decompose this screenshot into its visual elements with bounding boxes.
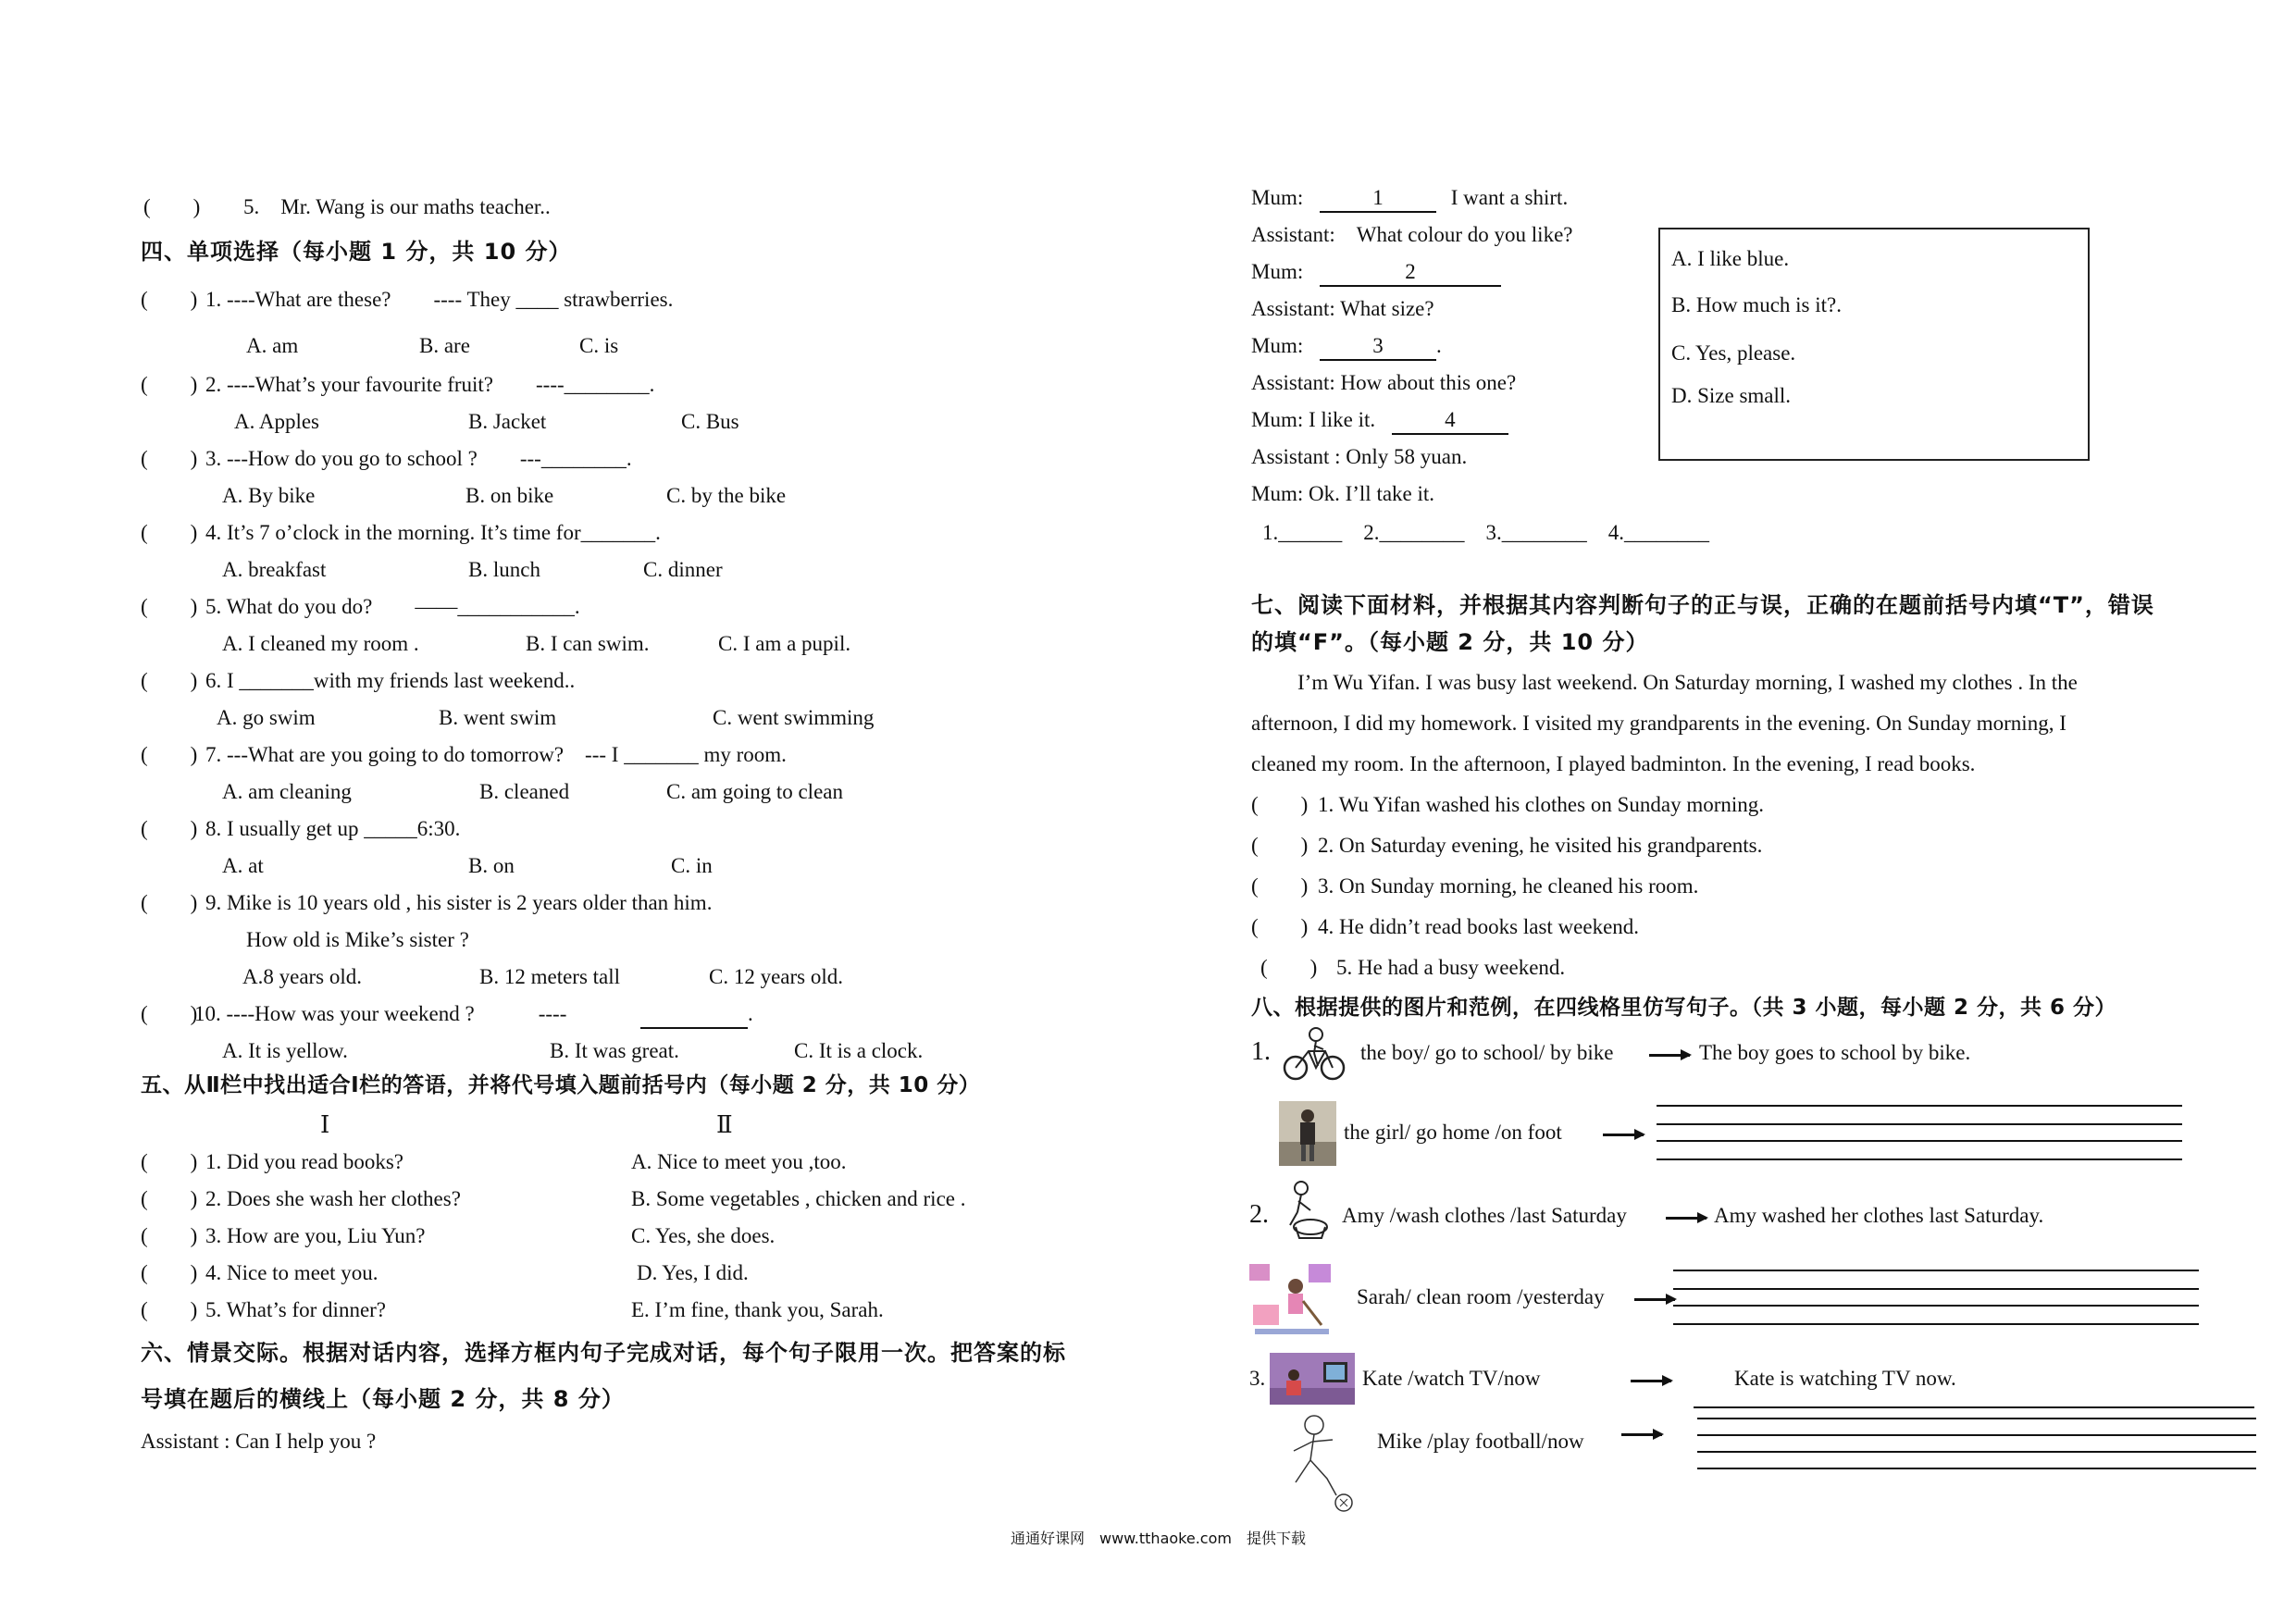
section4-title: 四、单项选择（每小题 1 分，共 10 分） xyxy=(141,239,572,265)
q6-text: 6. I _______with my friends last weekend.. xyxy=(205,669,576,692)
item-3-number: 3. xyxy=(1249,1367,1266,1390)
section8-title: 八、根据提供的图片和范例，在四线格里仿写句子。（共 3 小题，每小题 2 分，共 6 分） xyxy=(1251,996,2117,1020)
q9-paren[interactable]: ( ) xyxy=(141,891,198,914)
q2-option-b: B. Jacket xyxy=(468,410,547,433)
tf-5-text: 5. He had a busy weekend. xyxy=(1336,956,1566,979)
q10-option-a: A. It is yellow. xyxy=(222,1039,348,1062)
q9-option-b: B. 12 meters tall xyxy=(479,965,621,988)
question-3-arrow xyxy=(1621,1433,1662,1436)
footer-source: 通通好课网 www.tthaoke.com 提供下载 xyxy=(1011,1530,1306,1547)
section5-title: 五、从Ⅱ栏中找出适合Ⅰ栏的答语，并将代号填入题前括号内（每小题 2 分，共 10 分） xyxy=(141,1073,981,1097)
q3-paren[interactable]: ( ) xyxy=(141,447,198,470)
bicycle-icon xyxy=(1283,1025,1347,1084)
match-row-3-answer: C. Yes, she does. xyxy=(631,1224,776,1247)
q9-text: 9. Mike is 10 years old , his sister is 2 years older than him. xyxy=(205,891,713,914)
q10-text: 10. ----How was your weekend ? ---- xyxy=(194,1002,567,1025)
section6-title-line2: 号填在题后的横线上（每小题 2 分，共 8 分） xyxy=(141,1386,625,1412)
tf-3-text: 3. On Sunday morning, he cleaned his room. xyxy=(1318,874,1699,898)
q9-text-2: How old is Mike’s sister ? xyxy=(246,928,469,951)
match-row-2-paren[interactable]: ( ) xyxy=(141,1187,198,1210)
example-1-arrow xyxy=(1649,1054,1690,1057)
section7-title-line2: 的填“F”。（每小题 2 分，共 10 分） xyxy=(1251,629,1649,655)
passage-line-2: afternoon, I did my homework. I visited my grandparents in the evening. On Sunday morning, I xyxy=(1251,712,2066,735)
tf-1-text: 1. Wu Yifan washed his clothes on Sunday morning. xyxy=(1318,793,1765,816)
q6-option-a: A. go swim xyxy=(217,706,316,729)
football-icon xyxy=(1268,1412,1362,1514)
item-2-number: 2. xyxy=(1249,1200,1269,1229)
dialog-line-assistant-1: Assistant : Can I help you ? xyxy=(141,1430,377,1453)
option-d: D. Size small. xyxy=(1671,384,1792,407)
q4-paren[interactable]: ( ) xyxy=(141,521,198,544)
question-3-prompt: Mike /play football/now xyxy=(1377,1430,1584,1453)
q8-option-b: B. on xyxy=(468,854,515,877)
q7-option-a: A. am cleaning xyxy=(222,780,352,803)
q5-paren[interactable]: ( ) xyxy=(141,595,198,618)
option-a: A. I like blue. xyxy=(1671,247,1790,270)
match-row-5-answer: E. I’m fine, thank you, Sarah. xyxy=(631,1298,884,1321)
dialog-assistant-4: Assistant: How about this one? xyxy=(1251,371,1517,394)
option-c: C. Yes, please. xyxy=(1671,341,1796,365)
question-1-arrow xyxy=(1603,1134,1644,1136)
tf-4-text: 4. He didn’t read books last weekend. xyxy=(1318,915,1640,938)
tf-3-paren[interactable]: ( ) xyxy=(1251,874,1309,898)
q1-text: 1. ----What are these? ---- They ____ strawberries. xyxy=(205,288,674,311)
q3-option-b: B. on bike xyxy=(465,484,554,507)
passage-line-1: I’m Wu Yifan. I was busy last weekend. On Saturday morning, I washed my clothes . In the xyxy=(1297,671,2078,694)
q6-paren[interactable]: ( ) xyxy=(141,669,198,692)
match-row-4-question: 4. Nice to meet you. xyxy=(205,1261,379,1284)
section7-title-line1: 七、阅读下面材料，并根据其内容判断句子的正与误，正确的在题前括号内填“T”，错误 xyxy=(1251,592,2154,618)
match-row-1-paren[interactable]: ( ) xyxy=(141,1150,198,1173)
q1-paren[interactable]: ( ) xyxy=(141,288,198,311)
q7-option-c: C. am going to clean xyxy=(666,780,843,803)
q7-text: 7. ---What are you going to do tomorrow? --- I _______ my room. xyxy=(205,743,787,766)
match-row-3-question: 3. How are you, Liu Yun? xyxy=(205,1224,426,1247)
q6-option-c: C. went swimming xyxy=(713,706,875,729)
q5-option-b: B. I can swim. xyxy=(526,632,650,655)
dialog-assistant-5: Assistant : Only 58 yuan. xyxy=(1251,445,1468,468)
q10-answer-blank[interactable]: . xyxy=(640,1001,753,1029)
example-3-writing-line xyxy=(1694,1406,2254,1408)
q1-option-b: B. are xyxy=(419,334,470,357)
q9-option-c: C. 12 years old. xyxy=(709,965,844,988)
match-row-4-answer: D. Yes, I did. xyxy=(637,1261,749,1284)
q2-option-c: C. Bus xyxy=(681,410,739,433)
dialog-mum-1 xyxy=(1251,185,1568,213)
example-2-answer: Amy washed her clothes last Saturday. xyxy=(1714,1204,2044,1227)
match-row-2-answer: B. Some vegetables , chicken and rice . xyxy=(631,1187,966,1210)
dialog-blank-2[interactable]: 2 xyxy=(1320,259,1501,287)
q10-option-c: C. It is a clock. xyxy=(794,1039,924,1062)
passage-line-3: cleaned my room. In the afternoon, I played badminton. In the evening, I read books. xyxy=(1251,752,1976,775)
prev-item-paren: ( ) xyxy=(143,195,201,218)
q10-option-b: B. It was great. xyxy=(550,1039,679,1062)
dialog-assistant-2: Assistant: What colour do you like? xyxy=(1251,223,1573,246)
match-row-4-paren[interactable]: ( ) xyxy=(141,1261,198,1284)
cleaning-room-icon xyxy=(1247,1260,1336,1338)
match-row-3-paren[interactable]: ( ) xyxy=(141,1224,198,1247)
dialog-mum-5: Mum: Ok. I’ll take it. xyxy=(1251,482,1435,505)
example-3-arrow xyxy=(1631,1380,1671,1382)
example-1-answer: The boy goes to school by bike. xyxy=(1699,1041,1971,1064)
q9-option-a: A.8 years old. xyxy=(242,965,363,988)
example-2-prompt: Amy /wash clothes /last Saturday xyxy=(1342,1204,1627,1227)
q7-paren[interactable]: ( ) xyxy=(141,743,198,766)
q1-option-a: A. am xyxy=(246,334,299,357)
dialog-mum-3: Mum: 3 . xyxy=(1251,333,1442,361)
tf-1-paren[interactable]: ( ) xyxy=(1251,793,1309,816)
match-row-1-answer: A. Nice to meet you ,too. xyxy=(631,1150,847,1173)
q4-option-b: B. lunch xyxy=(468,558,540,581)
example-3-answer: Kate is watching TV now. xyxy=(1734,1367,1956,1390)
dialog-mum-4 xyxy=(1251,407,1508,435)
q4-option-c: C. dinner xyxy=(643,558,723,581)
q8-paren[interactable]: ( ) xyxy=(141,817,198,840)
match-row-5-paren[interactable]: ( ) xyxy=(141,1298,198,1321)
q3-option-c: C. by the bike xyxy=(666,484,787,507)
question-2-prompt: Sarah/ clean room /yesterday xyxy=(1357,1285,1605,1308)
dialog-mum-2 xyxy=(1251,259,1501,287)
item-1-number: 1. xyxy=(1251,1037,1271,1066)
q4-text: 4. It’s 7 o’clock in the morning. It’s time for_______. xyxy=(205,521,661,544)
example-2-arrow xyxy=(1666,1217,1706,1220)
tf-2-text: 2. On Saturday evening, he visited his grandparents. xyxy=(1318,834,1763,857)
match-row-1-question: 1. Did you read books? xyxy=(205,1150,403,1173)
match-row-5-question: 5. What’s for dinner? xyxy=(205,1298,387,1321)
q2-option-a: A. Apples xyxy=(234,410,319,433)
example-3-prompt: Kate /watch TV/now xyxy=(1362,1367,1541,1390)
q3-text: 3. ---How do you go to school ? ---________. xyxy=(205,447,632,470)
option-b: B. How much is it?. xyxy=(1671,293,1842,316)
q8-option-a: A. at xyxy=(222,854,264,877)
dialog-assistant-3: Assistant: What size? xyxy=(1251,297,1434,320)
dialog-mum-1-label: Mum: xyxy=(1251,186,1304,209)
column-1-heading: Ⅰ xyxy=(320,1111,330,1138)
q7-option-b: B. cleaned xyxy=(479,780,570,803)
dialog-blank-4[interactable]: 4 xyxy=(1392,407,1508,435)
q5-option-c: C. I am a pupil. xyxy=(718,632,851,655)
q8-text: 8. I usually get up _____6:30. xyxy=(205,817,461,840)
q4-option-a: A. breakfast xyxy=(222,558,327,581)
q2-paren[interactable]: ( ) xyxy=(141,373,198,396)
dialog-mum-2-label: Mum: xyxy=(1251,260,1304,283)
column-2-heading: Ⅱ xyxy=(716,1111,733,1138)
dialog-mum-1-text: I want a shirt. xyxy=(1450,186,1569,209)
dialog-mum-4-label: Mum: I like it. xyxy=(1251,408,1376,431)
tf-4-paren[interactable]: ( ) xyxy=(1251,915,1309,938)
tf-2-paren[interactable]: ( ) xyxy=(1251,834,1309,857)
q2-text: 2. ----What’s your favourite fruit? ----________. xyxy=(205,373,655,396)
q3-option-a: A. By bike xyxy=(222,484,316,507)
prev-item-text: 5. Mr. Wang is our maths teacher.. xyxy=(243,195,551,218)
question-1-prompt: the girl/ go home /on foot xyxy=(1344,1121,1562,1144)
q6-option-b: B. went swim xyxy=(439,706,557,729)
dialog-answer-blanks[interactable]: 1.______ 2.________ 3.________ 4.________ xyxy=(1262,521,1709,544)
q8-option-c: C. in xyxy=(671,854,713,877)
section6-title-line1: 六、情景交际。根据对话内容，选择方框内句子完成对话，每个句子限用一次。把答案的标 xyxy=(141,1340,1066,1366)
question-2-arrow xyxy=(1634,1298,1675,1301)
example-1-prompt: the boy/ go to school/ by bike xyxy=(1360,1041,1614,1064)
dialog-blank-1[interactable]: 1 xyxy=(1320,185,1436,213)
watching-tv-icon xyxy=(1270,1353,1355,1405)
dialog-blank-3[interactable]: 3 xyxy=(1320,333,1436,361)
washing-clothes-icon xyxy=(1273,1179,1333,1244)
q5-option-a: A. I cleaned my room . xyxy=(222,632,419,655)
q10-paren[interactable]: ( ) xyxy=(141,1002,198,1025)
girl-walking-icon xyxy=(1279,1101,1336,1166)
q5-text: 5. What do you do? ——___________. xyxy=(205,595,580,618)
tf-5-paren[interactable]: ( ) xyxy=(1260,956,1318,979)
match-row-2-question: 2. Does she wash her clothes? xyxy=(205,1187,461,1210)
q1-option-c: C. is xyxy=(579,334,619,357)
dialog-mum-3-label: Mum: xyxy=(1251,334,1304,357)
